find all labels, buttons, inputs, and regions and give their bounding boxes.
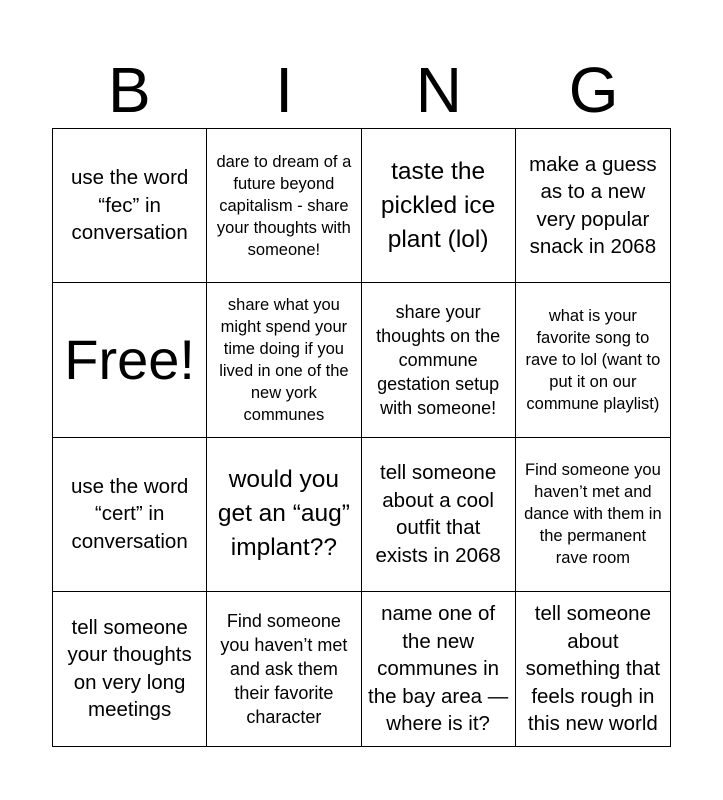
cell-text: tell someone your thoughts on very long meetings [67,615,192,722]
bingo-cell-r1c4[interactable] [516,129,670,283]
cell-text: Find someone you haven’t met and dance with them in the permanent rave room [524,461,662,568]
bingo-cell-r3c3[interactable] [362,438,516,592]
header-letter-n: N [415,54,462,126]
bingo-cell-r1c3[interactable] [362,129,516,283]
bingo-cell-r2c2[interactable] [207,283,361,437]
bingo-cell-r4c3[interactable] [362,592,516,746]
bingo-board [52,128,671,747]
bingo-header [52,52,671,128]
cell-text: what is your favorite song to rave to lol (want to put it on our commune playlist) [525,306,661,413]
bingo-cell-r4c2[interactable] [207,592,361,746]
bingo-cell-r3c4[interactable] [516,438,670,592]
header-letter-b: B [108,54,151,126]
cell-text: taste the pickled ice plant (lol) [380,157,496,253]
cell-text: share what you might spend your time doing if you lived in one of the new york communes [219,295,349,424]
bingo-cell-free[interactable] [53,283,207,437]
cell-text: dare to dream of a future beyond capitalism - share your thoughts with someone! [216,152,352,259]
cell-text: use the word “fec” in conversation [70,166,189,245]
cell-text: would you get an “aug” implant?? [217,466,350,562]
bingo-cell-r1c1[interactable] [53,129,207,283]
header-letter-i: I [275,54,294,126]
bingo-cell-r2c3[interactable] [362,283,516,437]
cell-text: use the word “cert” in conversation [70,474,189,553]
bingo-cell-r1c2[interactable] [207,129,361,283]
bingo-cell-r2c4[interactable] [516,283,670,437]
cell-text: tell someone about something that feels rough in this new world [525,602,661,736]
cell-text: tell someone about a cool outfit that exists in 2068 [375,461,501,567]
bingo-cell-r3c2[interactable] [207,438,361,592]
header-letter-g: G [568,54,619,126]
bingo-cell-r3c1[interactable] [53,438,207,592]
bingo-cell-r4c4[interactable] [516,592,670,746]
bingo-cell-r4c1[interactable] [53,592,207,746]
cell-text: share your thoughts on the commune gestation setup with someone! [376,301,501,418]
cell-text: make a guess as to a new very popular snack in 2068 [529,152,657,259]
cell-text: Free! [64,327,195,391]
cell-text: name one of the new communes in the bay area — where is it? [368,602,509,736]
cell-text: Find someone you haven’t met and ask them their favorite character [220,610,348,727]
